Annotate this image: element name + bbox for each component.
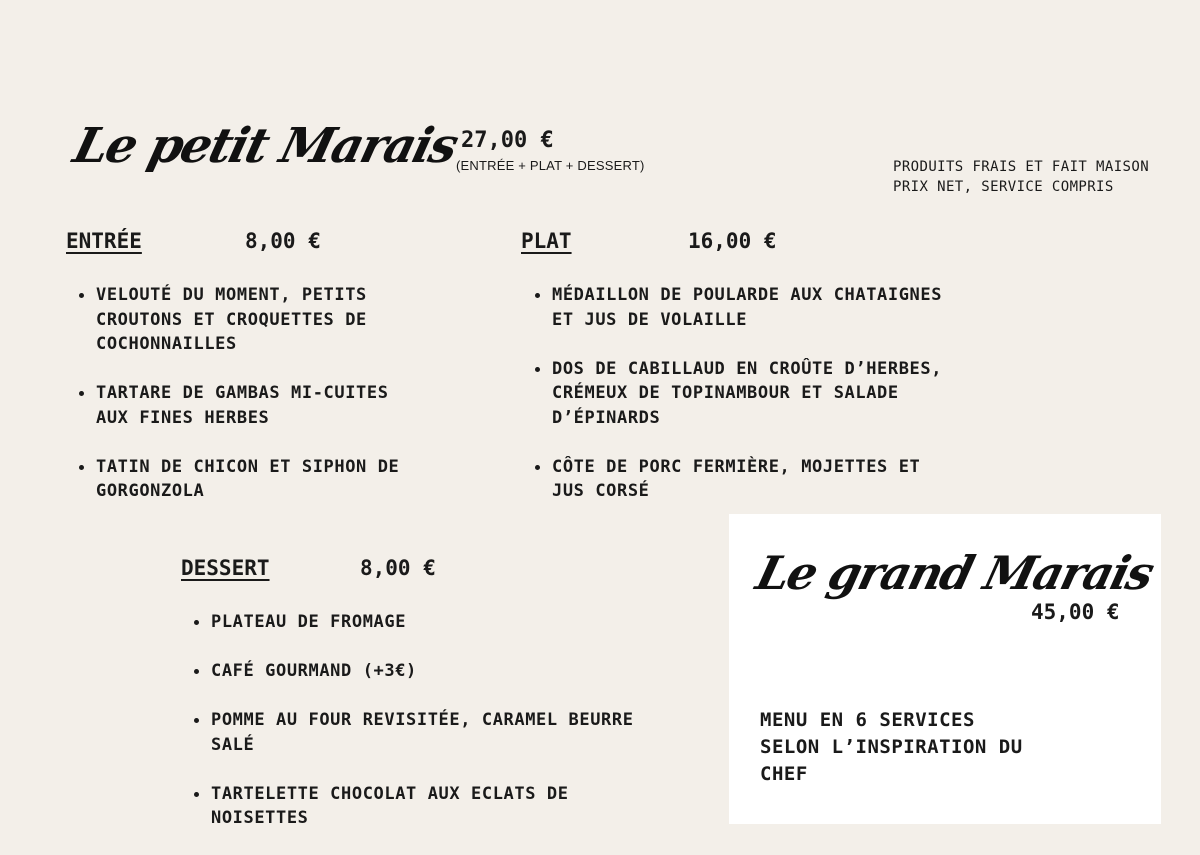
dessert-heading: DESSERT bbox=[181, 556, 270, 580]
list-item: POMME AU FOUR REVISITÉE, CARAMEL BEURRE SALÉ bbox=[181, 708, 671, 757]
list-item: MÉDAILLON DE POULARDE AUX CHATAIGNES ET JUS DE VOLAILLE bbox=[522, 283, 952, 332]
grand-marais-description bbox=[760, 707, 1060, 788]
petit-marais-note: (ENTRÉE + PLAT + DESSERT) bbox=[456, 158, 645, 173]
grand-marais-title: Le grand Marais bbox=[751, 546, 1159, 600]
grand-desc-line: SELON L’INSPIRATION DU bbox=[760, 736, 1023, 758]
entree-list bbox=[66, 283, 426, 528]
info-note bbox=[893, 157, 1149, 197]
plat-price: 16,00 € bbox=[688, 229, 777, 253]
grand-desc-line: CHEF bbox=[760, 763, 808, 785]
list-item: TATIN DE CHICON ET SIPHON DE GORGONZOLA bbox=[66, 455, 426, 504]
list-item: DOS DE CABILLAUD EN CROÛTE D’HERBES, CRÉMEUX DE TOPINAMBOUR ET SALADE D’ÉPINARDS bbox=[522, 357, 952, 431]
list-item: PLATEAU DE FROMAGE bbox=[181, 610, 671, 635]
list-item: TARTELETTE CHOCOLAT AUX ECLATS DE NOISETTES bbox=[181, 782, 671, 831]
list-item: VELOUTÉ DU MOMENT, PETITS CROUTONS ET CROQUETTES DE COCHONNAILLES bbox=[66, 283, 426, 357]
petit-marais-title: Le petit Marais bbox=[68, 118, 463, 174]
grand-marais-price: 45,00 € bbox=[1031, 600, 1120, 624]
list-item: CAFÉ GOURMAND (+3€) bbox=[181, 659, 671, 684]
dessert-list bbox=[181, 610, 671, 855]
plat-list bbox=[522, 283, 952, 528]
grand-marais-box bbox=[729, 514, 1161, 824]
list-item: TARTARE DE GAMBAS MI-CUITES AUX FINES HERBES bbox=[66, 381, 426, 430]
plat-heading: PLAT bbox=[521, 229, 572, 253]
list-item: CÔTE DE PORC FERMIÈRE, MOJETTES ET JUS CORSÉ bbox=[522, 455, 952, 504]
info-line-fresh: PRODUITS FRAIS ET FAIT MAISON bbox=[893, 159, 1150, 175]
dessert-price: 8,00 € bbox=[360, 556, 436, 580]
grand-desc-line: MENU EN 6 SERVICES bbox=[760, 709, 975, 731]
info-line-price: PRIX NET, SERVICE COMPRIS bbox=[893, 179, 1114, 195]
petit-marais-price: 27,00 € bbox=[461, 128, 554, 153]
entree-heading: ENTRÉE bbox=[66, 229, 142, 253]
entree-price: 8,00 € bbox=[245, 229, 321, 253]
